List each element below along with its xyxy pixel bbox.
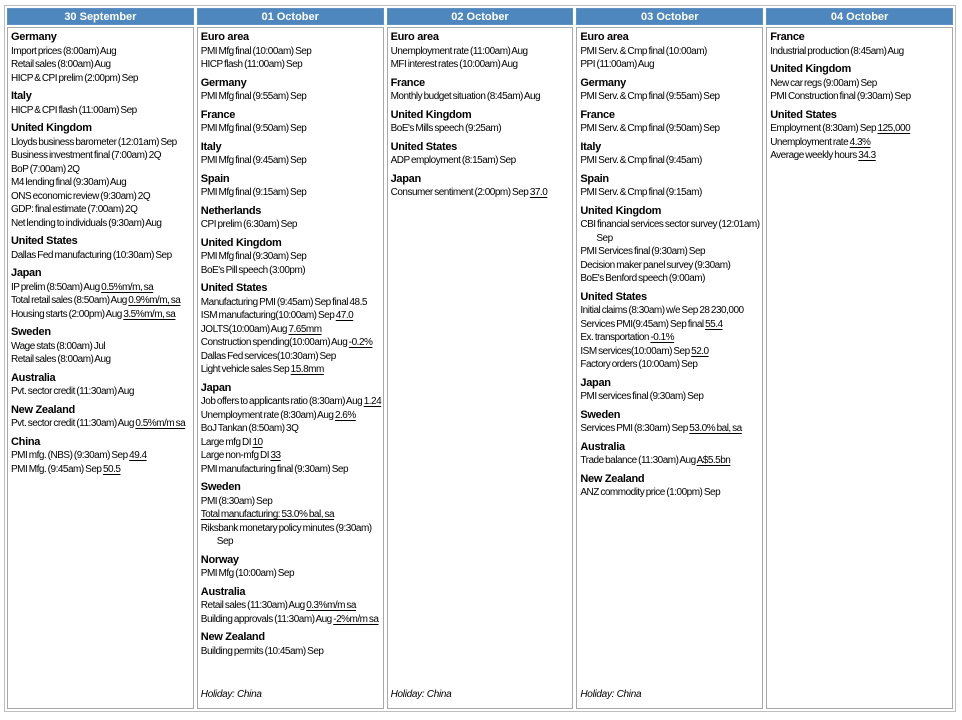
event-text: PMI (8:30am) Sep	[200, 495, 273, 507]
country-section	[580, 141, 761, 168]
event-item	[201, 309, 382, 323]
country-heading: France	[390, 76, 425, 89]
economic-calendar-table	[4, 5, 956, 712]
country-section	[11, 326, 192, 367]
event-text: Ex. transportation	[580, 332, 651, 343]
event-text: ONS economic review (9:30am) 2Q	[11, 190, 151, 202]
country-section	[11, 122, 192, 230]
event-text: PMI manufacturing final (9:30am) Sep	[200, 463, 349, 475]
country-section	[580, 205, 761, 286]
event-text: Manufacturing PMI (9:45am) Sep final 48.5	[200, 296, 367, 308]
event-text: Dallas Fed manufacturing (10:30am) Sep	[11, 249, 172, 261]
event-item	[391, 122, 572, 136]
event-text: PMI Mfg final (9:30am) Sep	[200, 251, 307, 262]
event-item	[11, 45, 192, 59]
country-heading: Euro area	[580, 31, 629, 43]
event-item	[580, 486, 761, 500]
holiday-note: Holiday: China	[200, 689, 262, 700]
country-section	[11, 372, 192, 399]
day-cell	[197, 27, 384, 709]
event-item	[201, 154, 382, 168]
country-heading: China	[11, 435, 41, 448]
event-item	[11, 340, 192, 354]
country-heading: Australia	[11, 371, 56, 384]
event-value-underlined: 34.3	[858, 150, 876, 161]
event-item	[11, 176, 192, 190]
event-text: Building approvals (11:30am) Aug	[200, 613, 334, 625]
event-value-underlined: 53.0% bal, sa	[689, 423, 742, 434]
event-text: Business investment final (7:00am) 2Q	[11, 150, 162, 161]
country-section	[201, 631, 382, 658]
event-text: PMI Construction final (9:30am) Sep	[770, 91, 911, 102]
event-item	[580, 345, 761, 359]
date-header: 01 October	[197, 8, 384, 25]
country-heading: United States	[11, 235, 78, 247]
event-value-underlined: 0.9%m/m, sa	[128, 295, 181, 306]
country-section	[770, 63, 951, 104]
event-value-underlined: Total manufacturing: 53.0% bal, sa	[200, 509, 335, 520]
event-text: Trade balance (11:30am) Aug	[580, 455, 697, 466]
country-heading: Australia	[200, 585, 246, 598]
country-section	[580, 109, 761, 136]
country-heading: Australia	[580, 440, 625, 453]
country-heading: Sweden	[11, 326, 51, 338]
event-text: Pvt. sector credit (11:30am) Aug	[11, 386, 134, 397]
country-section	[201, 382, 382, 477]
country-section	[391, 109, 572, 136]
event-item	[391, 154, 572, 168]
event-item	[201, 422, 382, 436]
country-heading: United Kingdom	[770, 63, 851, 75]
event-text: PMI Serv. & Cmp final (9:55am) Sep	[580, 91, 720, 102]
country-heading: Netherlands	[200, 204, 262, 217]
country-heading: United States	[390, 140, 457, 153]
event-value-underlined: 1.24	[363, 396, 382, 407]
day-column	[387, 8, 574, 709]
event-item	[201, 58, 382, 72]
event-text: M4 lending final (9:30am) Aug	[11, 177, 127, 188]
event-text: BoE's Benford speech (9:00am)	[580, 273, 705, 284]
country-section	[201, 205, 382, 232]
event-text: PMI Serv. & Cmp final (9:15am)	[580, 187, 702, 198]
event-item	[201, 449, 382, 463]
event-value-underlined: 0.3%m/m sa	[306, 600, 356, 611]
day-cell	[7, 27, 194, 709]
country-heading: Sweden	[200, 481, 241, 493]
country-section	[11, 235, 192, 262]
event-item	[201, 436, 382, 450]
country-heading: United Kingdom	[200, 236, 282, 249]
country-heading: Germany	[580, 76, 626, 89]
country-heading: Spain	[580, 172, 609, 185]
event-item	[201, 522, 382, 549]
event-value-underlined: 15.8mm	[290, 364, 324, 375]
event-item	[201, 599, 382, 613]
event-item	[580, 259, 761, 273]
event-text: Pvt. sector credit (11:30am) Aug	[11, 418, 136, 429]
country-heading: United States	[770, 108, 837, 121]
event-text: PMI Mfg (10:00am) Sep	[200, 568, 295, 579]
country-section	[391, 77, 572, 104]
event-text: CBI financial services sector survey (12:01am) Sep	[580, 219, 760, 244]
event-item	[201, 363, 382, 377]
country-heading: Japan	[11, 267, 42, 279]
event-text: Unemployment rate	[770, 136, 850, 148]
day-cell	[576, 27, 763, 709]
day-cell	[766, 27, 953, 709]
event-item	[391, 186, 572, 200]
country-heading: Germany	[11, 31, 57, 43]
event-text: Large mfg DI	[200, 436, 253, 448]
event-text: Import prices (8:00am) Aug	[11, 45, 117, 57]
event-text: IP prelim (8:50am) Aug	[11, 281, 102, 293]
country-heading: Japan	[200, 381, 232, 394]
event-value-underlined: 10	[252, 436, 263, 448]
event-value-underlined: 49.4	[129, 450, 147, 461]
event-item	[201, 90, 382, 104]
event-item	[201, 567, 382, 581]
event-item	[11, 385, 192, 399]
event-text: BoE's Mills speech (9:25am)	[390, 123, 502, 134]
country-section	[580, 291, 761, 372]
event-text: Factory orders (10:00am) Sep	[580, 359, 698, 370]
country-heading: Italy	[580, 140, 601, 153]
country-heading: United Kingdom	[390, 108, 472, 121]
event-value-underlined: 7.65mm	[288, 323, 322, 335]
country-heading: Italy	[200, 140, 222, 153]
country-section	[201, 77, 382, 104]
country-heading: United Kingdom	[11, 122, 92, 134]
country-heading: New Zealand	[11, 403, 75, 416]
country-heading: United States	[200, 282, 268, 294]
event-item	[11, 281, 192, 295]
event-item	[201, 395, 382, 409]
event-item	[770, 149, 951, 163]
country-section	[580, 173, 761, 200]
event-item	[580, 454, 761, 468]
event-text: JOLTS(10:00am) Aug	[200, 323, 289, 335]
event-item	[580, 318, 761, 332]
event-text: PMI Mfg. (9:45am) Sep	[11, 463, 103, 475]
event-item	[11, 72, 192, 86]
event-value-underlined: -0.2%	[348, 337, 373, 348]
event-text: Decision maker panel survey (9:30am)	[580, 259, 731, 271]
country-section	[201, 141, 382, 168]
event-item	[770, 122, 951, 136]
country-heading: Euro area	[200, 31, 249, 43]
country-heading: New Zealand	[200, 631, 265, 643]
event-item	[770, 136, 951, 150]
event-text: Total retail sales (8:50am) Aug	[11, 295, 129, 306]
country-section	[11, 404, 192, 431]
country-section	[11, 31, 192, 85]
event-text: Dallas Fed services(10:30am) Sep	[200, 350, 336, 362]
date-header: 02 October	[387, 8, 574, 25]
event-text: PMI mfg. (NBS) (9:30am) Sep	[11, 450, 130, 461]
event-item	[11, 163, 192, 177]
event-item	[11, 449, 192, 463]
country-section	[580, 409, 761, 436]
holiday-note: Holiday: China	[390, 689, 452, 700]
event-item	[770, 45, 951, 59]
event-item	[201, 350, 382, 364]
event-item	[11, 463, 192, 477]
event-item	[201, 250, 382, 264]
event-text: Retail sales (8:00am) Aug	[11, 59, 111, 70]
event-item	[11, 136, 192, 150]
day-column	[576, 8, 763, 709]
event-text: PMI Mfg final (10:00am) Sep	[200, 45, 312, 57]
event-item	[580, 90, 761, 104]
event-text: PMI Mfg final (9:15am) Sep	[200, 187, 307, 198]
event-value-underlined: 50.5	[102, 463, 121, 475]
event-item	[201, 463, 382, 477]
event-item	[770, 77, 951, 91]
event-text: PMI Serv. & Cmp final (10:00am)	[580, 45, 707, 57]
country-section	[201, 586, 382, 627]
event-text: PMI Serv. & Cmp final (9:45am)	[580, 155, 702, 166]
country-heading: Italy	[11, 90, 32, 102]
country-section	[201, 173, 382, 200]
country-section	[580, 31, 761, 72]
event-text: HICP & CPI prelim (2:00pm) Sep	[11, 72, 138, 84]
event-value-underlined: 33	[270, 450, 281, 461]
country-section	[201, 481, 382, 549]
event-value-underlined: -0.1%	[650, 332, 675, 343]
event-value-underlined: 0.5%m/m sa	[135, 418, 186, 429]
event-text: PPI (11:00am) Aug	[580, 59, 655, 70]
country-section	[201, 554, 382, 581]
event-item	[201, 122, 382, 136]
country-heading: Germany	[200, 76, 247, 89]
country-heading: France	[200, 108, 236, 121]
country-heading: Euro area	[390, 31, 439, 43]
event-text: ISM services(10:00am) Sep	[580, 345, 692, 357]
event-item	[11, 104, 192, 118]
event-text: New car regs (9:00am) Sep	[770, 77, 877, 89]
event-text: Average weekly hours	[770, 150, 859, 161]
country-section	[201, 109, 382, 136]
event-text: HICP & CPI flash (11:00am) Sep	[11, 104, 137, 116]
event-text: ADP employment (8:15am) Sep	[390, 155, 516, 166]
country-section	[580, 377, 761, 404]
event-item	[580, 272, 761, 286]
event-text: Unemployment rate (11:00am) Aug	[390, 45, 528, 57]
date-header: 30 September	[7, 8, 194, 25]
event-text: Retail sales (8:00am) Aug	[11, 354, 111, 365]
country-section	[580, 473, 761, 500]
event-item	[201, 296, 382, 310]
event-value-underlined: 55.4	[705, 318, 723, 330]
event-item	[11, 249, 192, 263]
event-text: MFI interest rates (10:00am) Aug	[390, 59, 518, 70]
event-item	[770, 90, 951, 104]
event-item	[11, 294, 192, 308]
event-item	[391, 90, 572, 104]
country-section	[391, 31, 572, 72]
event-item	[201, 508, 382, 522]
event-text: ANZ commodity price (1:00pm) Sep	[580, 487, 721, 498]
event-text: PMI Services final (9:30am) Sep	[580, 246, 706, 257]
country-heading: Japan	[580, 376, 611, 389]
event-text: Industrial production (8:45am) Aug	[770, 45, 904, 57]
event-text: Large non-mfg DI	[200, 450, 271, 461]
event-text: Unemployment rate (8:30am) Aug	[200, 409, 335, 421]
event-item	[11, 149, 192, 163]
country-section	[580, 77, 761, 104]
day-column	[7, 8, 194, 709]
event-value-underlined: 4.3%	[849, 136, 871, 148]
event-item	[11, 353, 192, 367]
event-item	[391, 45, 572, 59]
holiday-note: Holiday: China	[580, 689, 642, 700]
event-text: Employment (8:30am) Sep	[770, 123, 878, 134]
event-item	[11, 217, 192, 231]
event-item	[201, 409, 382, 423]
event-item	[580, 58, 761, 72]
event-text: Services PMI(9:45am) Sep final	[580, 318, 706, 330]
event-text: PMI services final (9:30am) Sep	[580, 391, 704, 402]
event-text: Riksbank monetary policy minutes (9:30am) Sep	[200, 522, 372, 547]
country-section	[770, 31, 951, 58]
event-text: Consumer sentiment (2:00pm) Sep	[390, 187, 530, 198]
event-text: Building permits (10:45am) Sep	[200, 645, 324, 657]
country-section	[391, 141, 572, 168]
country-heading: Norway	[200, 553, 239, 566]
event-value-underlined: -2%m/m sa	[333, 613, 379, 625]
event-text: Job offers to applicants ratio (8:30am) Aug	[200, 396, 364, 407]
event-text: Initial claims (8:30am) w/e Sep 28 230,000	[580, 305, 744, 316]
event-value-underlined: 0.5%m/m, sa	[101, 281, 154, 293]
event-value-underlined: A$5.5bn	[696, 455, 731, 466]
country-section	[201, 282, 382, 377]
event-item	[580, 422, 761, 436]
country-heading: United States	[580, 290, 647, 303]
event-item	[201, 186, 382, 200]
country-section	[201, 31, 382, 72]
event-item	[201, 613, 382, 627]
event-item	[201, 323, 382, 337]
country-heading: Japan	[390, 172, 421, 185]
event-value-underlined: 37.0	[529, 187, 548, 198]
event-text: HICP flash (11:00am) Sep	[200, 59, 303, 70]
event-item	[580, 186, 761, 200]
country-heading: Spain	[200, 172, 230, 185]
event-text: PMI Mfg final (9:55am) Sep	[200, 91, 307, 102]
event-item	[580, 122, 761, 136]
event-text: Wage stats (8:00am) Jul	[11, 340, 106, 352]
event-item	[201, 645, 382, 659]
event-item	[201, 218, 382, 232]
event-item	[11, 417, 192, 431]
event-text: GDP: final estimate (7:00am) 2Q	[11, 204, 138, 215]
country-heading: New Zealand	[580, 472, 645, 485]
date-header: 03 October	[576, 8, 763, 25]
event-item	[11, 203, 192, 217]
day-cell	[387, 27, 574, 709]
event-text: Services PMI (8:30am) Sep	[580, 423, 690, 434]
event-text: CPI prelim (6:30am) Sep	[200, 219, 297, 230]
event-text: Light vehicle sales Sep	[200, 364, 291, 375]
event-item	[580, 218, 761, 245]
event-text: PMI Mfg final (9:45am) Sep	[200, 155, 307, 166]
country-heading: France	[580, 108, 615, 121]
event-text: BoJ Tankan (8:50am) 3Q	[200, 423, 299, 434]
event-value-underlined: 52.0	[691, 345, 709, 357]
event-item	[201, 45, 382, 59]
event-value-underlined: 125,000	[877, 123, 911, 134]
event-item	[11, 58, 192, 72]
event-item	[580, 45, 761, 59]
event-text: BoP (7:00am) 2Q	[11, 163, 80, 175]
country-section	[11, 436, 192, 477]
event-text: PMI Mfg final (9:50am) Sep	[200, 123, 307, 134]
event-value-underlined: 3.5%m/m, sa	[123, 308, 176, 320]
event-item	[201, 336, 382, 350]
country-section	[201, 237, 382, 278]
event-text: Housing starts (2:00pm) Aug	[11, 308, 124, 320]
event-item	[580, 390, 761, 404]
event-item	[580, 304, 761, 318]
country-section	[11, 267, 192, 321]
event-text: Monthly budget situation (8:45am) Aug	[390, 91, 541, 102]
country-heading: United Kingdom	[580, 204, 662, 217]
country-section	[770, 109, 951, 163]
event-text: Retail sales (11:30am) Aug	[200, 600, 307, 611]
event-item	[391, 58, 572, 72]
event-text: Net lending to individuals (9:30am) Aug	[11, 217, 162, 229]
event-item	[580, 358, 761, 372]
event-text: BoE's Pill speech (3:00pm)	[200, 264, 306, 276]
country-section	[391, 173, 572, 200]
country-section	[11, 90, 192, 117]
event-value-underlined: 2.6%	[334, 409, 356, 421]
event-text: Lloyds business barometer (12:01am) Sep	[11, 136, 177, 148]
event-item	[580, 154, 761, 168]
event-item	[11, 190, 192, 204]
event-item	[201, 264, 382, 278]
event-text: PMI Serv. & Cmp final (9:50am) Sep	[580, 123, 720, 134]
event-item	[580, 245, 761, 259]
event-item	[11, 308, 192, 322]
date-header: 04 October	[766, 8, 953, 25]
day-column	[766, 8, 953, 709]
event-text: Construction spending(10:00am) Aug	[200, 337, 349, 348]
event-value-underlined: 47.0	[335, 310, 354, 321]
country-heading: Sweden	[580, 408, 621, 421]
event-text: ISM manufacturing(10:00am) Sep	[200, 310, 336, 321]
event-item	[201, 495, 382, 509]
country-heading: France	[770, 31, 805, 43]
event-item	[580, 331, 761, 345]
day-column	[197, 8, 384, 709]
country-section	[580, 441, 761, 468]
